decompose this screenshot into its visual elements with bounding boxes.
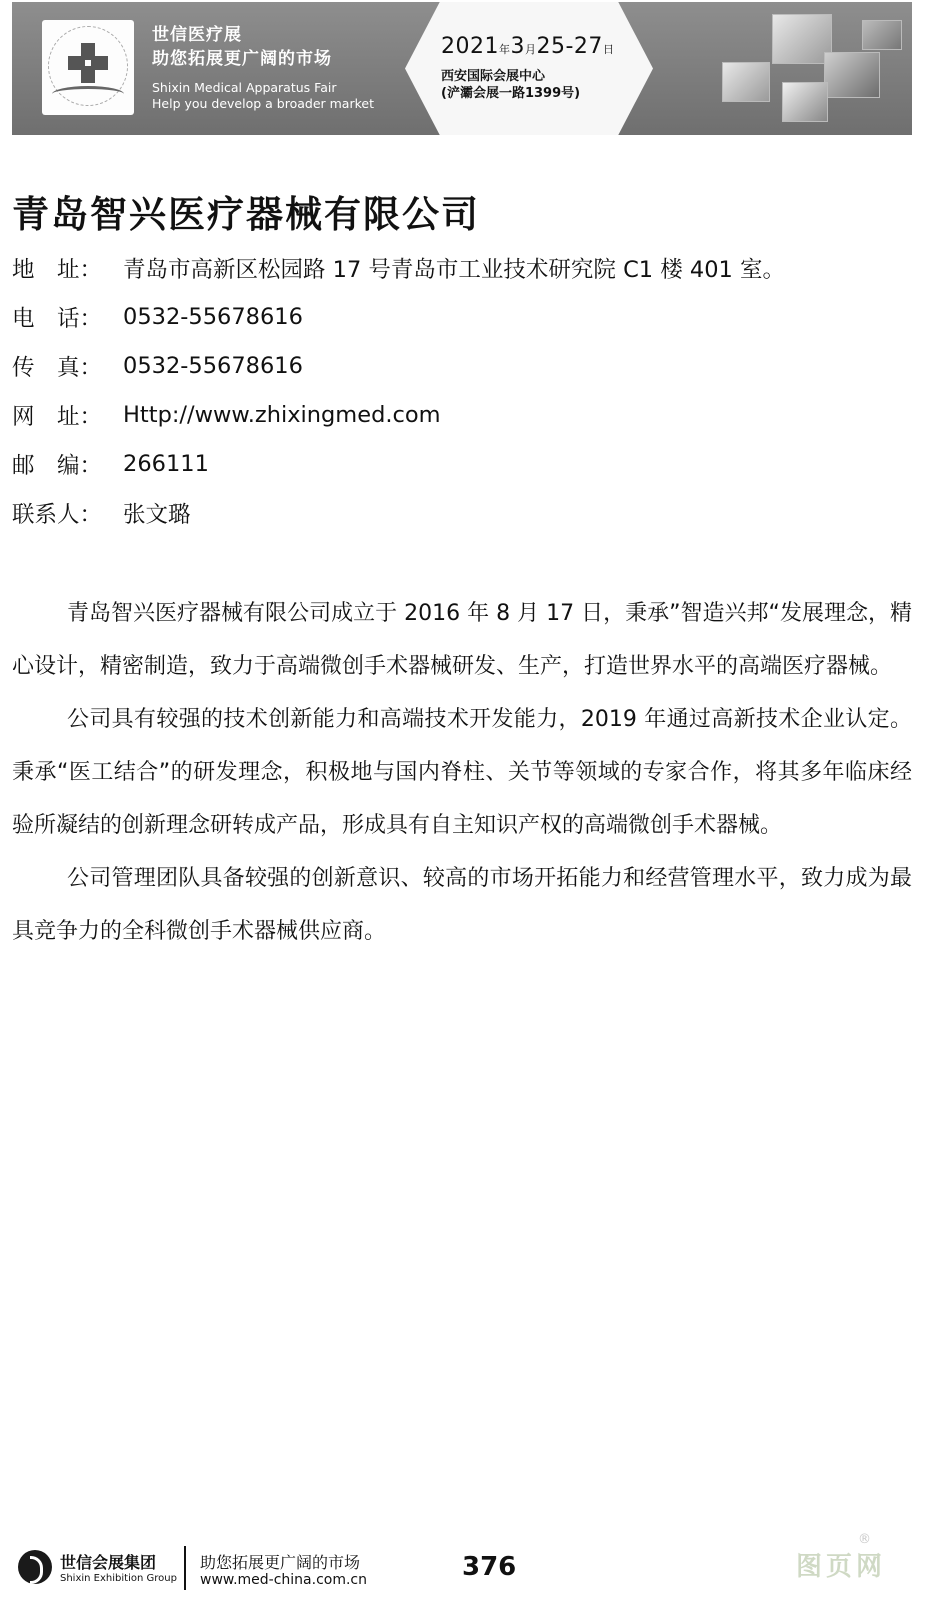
field-label: 网 址： bbox=[12, 403, 103, 430]
postcode-value: 266111 bbox=[123, 450, 209, 477]
product-photo bbox=[722, 62, 770, 102]
contact-info-list bbox=[12, 243, 785, 537]
footer-group-name-en: Shixin Exhibition Group bbox=[60, 1573, 177, 1584]
company-description bbox=[12, 587, 912, 958]
watermark-registered-mark: ® bbox=[858, 1532, 871, 1547]
product-photo bbox=[824, 52, 880, 98]
contact-person-value: 张文璐 bbox=[123, 501, 191, 528]
footer-divider bbox=[184, 1546, 186, 1590]
fair-title-cn: 世信医疗展 bbox=[152, 25, 242, 45]
field-label: 传 真： bbox=[12, 354, 103, 381]
product-photo bbox=[772, 14, 832, 64]
field-label: 电 话： bbox=[12, 305, 103, 332]
header-banner bbox=[12, 2, 912, 135]
page-number: 376 bbox=[462, 1552, 517, 1582]
fair-logo bbox=[42, 20, 134, 115]
fair-venue-address: (浐灞会展一路1399号) bbox=[441, 86, 581, 101]
product-photo bbox=[782, 82, 828, 122]
contact-person-row bbox=[12, 488, 785, 537]
fax-row bbox=[12, 341, 785, 390]
banner-product-photos bbox=[712, 12, 908, 130]
description-paragraph: 青岛智兴医疗器械有限公司成立于 2016 年 8 月 17 日，秉承”智造兴邦“发展理念，精心设计，精密制造，致力于高端微创手术器械研发、生产，打造世界水平的高端医疗器械。 bbox=[12, 601, 912, 679]
phone-value: 0532-55678616 bbox=[123, 303, 303, 330]
page-footer bbox=[12, 1540, 924, 1598]
footer-url[interactable]: www.med-china.com.cn bbox=[200, 1572, 367, 1588]
watermark: 图页网 bbox=[796, 1552, 887, 1582]
footer-slogan: 助您拓展更广阔的市场 bbox=[200, 1553, 361, 1572]
shixin-logo-icon bbox=[18, 1550, 52, 1584]
fair-date-badge bbox=[405, 2, 653, 135]
website-link[interactable]: Http://www.zhixingmed.com bbox=[123, 401, 441, 428]
footer-group-name-cn: 世信会展集团 bbox=[60, 1553, 157, 1572]
address-value: 青岛市高新区松园路 17 号青岛市工业技术研究院 C1 楼 401 室。 bbox=[123, 256, 786, 283]
description-paragraph: 公司具有较强的技术创新能力和高端技术开发能力，2019 年通过高新技术企业认定。秉承“医工结合”的研发理念，积极地与国内脊柱、关节等领域的专家合作，将其多年临床经验所凝结的创新理念研转成产品，形成具有自主知识产权的高端微创手术器械。 bbox=[12, 707, 912, 838]
company-name: 青岛智兴医疗器械有限公司 bbox=[12, 193, 480, 236]
fax-value: 0532-55678616 bbox=[123, 352, 303, 379]
fair-slogan-en: Help you develop a broader market bbox=[152, 96, 374, 111]
fair-date: 2021年3月25-27日 bbox=[441, 34, 615, 59]
open-book-icon bbox=[52, 86, 124, 102]
field-label: 地 址： bbox=[12, 256, 103, 283]
product-photo bbox=[862, 20, 902, 50]
address-row bbox=[12, 243, 785, 292]
field-label: 邮 编： bbox=[12, 452, 103, 479]
fair-title-en: Shixin Medical Apparatus Fair bbox=[152, 80, 337, 95]
phone-row bbox=[12, 292, 785, 341]
postcode-row bbox=[12, 439, 785, 488]
field-label: 联系人： bbox=[12, 501, 103, 528]
fair-slogan-cn: 助您拓展更广阔的市场 bbox=[152, 49, 332, 69]
fair-venue: 西安国际会展中心 bbox=[441, 69, 546, 84]
website-row bbox=[12, 390, 785, 439]
description-paragraph: 公司管理团队具备较强的创新意识、较高的市场开拓能力和经营管理水平，致力成为最具竞争力的全科微创手术器械供应商。 bbox=[12, 866, 912, 944]
